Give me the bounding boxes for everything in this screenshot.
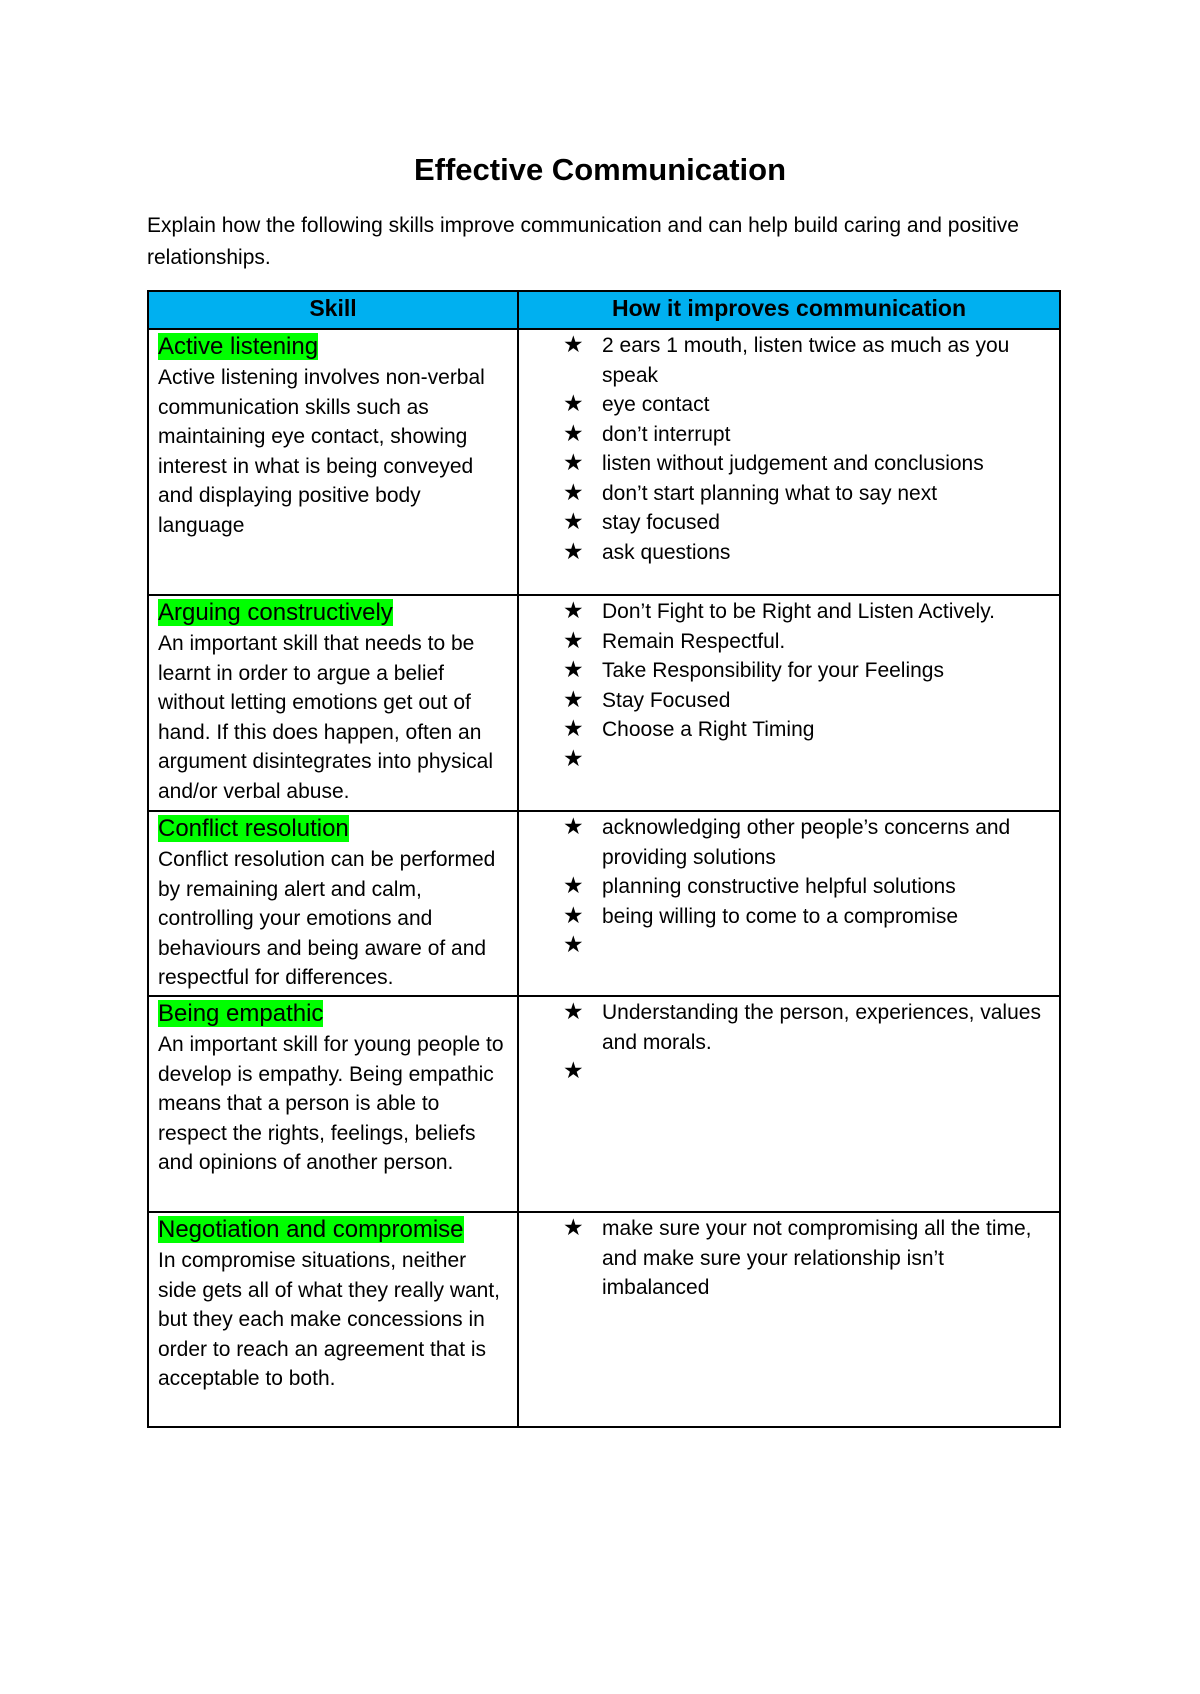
list-item: ★ eye contact (563, 390, 1047, 420)
points-list (563, 331, 1047, 567)
points-cell (518, 811, 1060, 996)
points-cell (518, 996, 1060, 1212)
header-skill: Skill (148, 291, 518, 329)
star-icon: ★ (563, 1058, 584, 1084)
skills-table (147, 290, 1061, 1428)
points-list (563, 597, 1047, 774)
star-icon: ★ (563, 999, 584, 1025)
points-list (563, 998, 1047, 1087)
star-icon: ★ (563, 509, 584, 535)
skill-cell (148, 811, 518, 996)
star-icon: ★ (563, 745, 584, 772)
star-icon: ★ (563, 479, 584, 506)
skill-cell (148, 329, 518, 595)
star-icon: ★ (563, 657, 584, 683)
points-cell (518, 1212, 1060, 1427)
skill-name-being-empathic: Being empathic (158, 1000, 324, 1027)
table-row (148, 595, 1060, 811)
points-list (563, 813, 1047, 961)
skill-name-negotiation-and-compromise: Negotiation and compromise (158, 1216, 464, 1243)
star-icon: ★ (563, 873, 584, 899)
list-item: ★ make sure your not compromising all the time, and make sure your relationship isn’t imbalanced (563, 1215, 1032, 1299)
star-icon: ★ (563, 716, 584, 742)
skill-cell (148, 996, 518, 1212)
list-item: ★ 2 ears 1 mouth, listen twice as much as you speak (563, 332, 1010, 387)
list-item: ★ Understanding the person, experiences, values and morals. (563, 999, 1041, 1054)
table-row (148, 329, 1060, 595)
points-list (563, 1214, 1047, 1303)
star-icon: ★ (563, 627, 584, 654)
star-icon: ★ (563, 814, 584, 840)
list-item: ★ acknowledging other people’s concerns and providing solutions (563, 814, 1011, 869)
star-icon: ★ (563, 902, 584, 929)
list-item: ★ ask questions (563, 538, 1047, 568)
list-item (563, 745, 1047, 775)
skill-cell (148, 595, 518, 811)
list-item: ★ Stay Focused (563, 686, 1047, 716)
list-item: ★ stay focused (563, 508, 1047, 538)
list-item: ★ Don’t Fight to be Right and Listen Actively. (563, 597, 1047, 627)
star-icon: ★ (563, 391, 584, 417)
skill-description: In compromise situations, neither side gets all of what they really want, but they each make concessions in order to reach an agreement that is acceptable to both. (158, 1249, 501, 1390)
list-item: ★ being willing to come to a compromise (563, 902, 1047, 932)
star-icon: ★ (563, 332, 584, 358)
document-title: Effective Communication (413, 152, 787, 187)
star-icon: ★ (563, 932, 584, 958)
table-header-row (148, 291, 1060, 329)
star-icon: ★ (563, 420, 584, 447)
skill-description: An important skill that needs to be learnt in order to argue a belief without letting emotions get out of hand. If this does happen, often an argument disintegrates into physical and/or verbal abuse. (158, 632, 494, 803)
list-item (563, 1057, 1047, 1087)
list-item: ★ don’t start planning what to say next (563, 479, 1047, 509)
list-item (563, 931, 1047, 961)
list-item: ★ Take Responsibility for your Feelings (563, 656, 1047, 686)
skill-description: An important skill for young people to develop is empathy. Being empathic means that a person is able to respect the rights, feelings, beliefs and opinions of another person. (158, 1033, 504, 1174)
skill-description: Conflict resolution can be performed by remaining alert and calm, controlling your emotions and behaviours and being aware of and respectful for differences. (158, 848, 496, 989)
skill-name-active-listening: Active listening (158, 333, 319, 360)
star-icon: ★ (563, 1215, 584, 1241)
table-row (148, 996, 1060, 1212)
list-item: ★ listen without judgement and conclusions (563, 449, 1047, 479)
list-item: ★ planning constructive helpful solutions (563, 872, 1047, 902)
list-item: ★ Choose a Right Timing (563, 715, 1047, 745)
table-row (148, 811, 1060, 996)
list-item: ★ Remain Respectful. (563, 627, 1047, 657)
skill-name-arguing-constructively: Arguing constructively (158, 599, 393, 626)
skill-description: Active listening involves non-verbal communication skills such as maintaining eye contact, showing interest in what is being conveyed and displaying positive body language (158, 366, 485, 537)
star-icon: ★ (563, 598, 584, 624)
header-how-it-improves: How it improves communication (518, 291, 1060, 329)
list-item: ★ don’t interrupt (563, 420, 1047, 450)
star-icon: ★ (563, 450, 584, 476)
points-cell (518, 329, 1060, 595)
intro-text: Explain how the following skills improve communication and can help build caring and positive relationships. (147, 214, 1019, 269)
skill-name-conflict-resolution: Conflict resolution (158, 815, 349, 842)
skill-cell (148, 1212, 518, 1427)
star-icon: ★ (563, 538, 584, 565)
table-row (148, 1212, 1060, 1427)
star-icon: ★ (563, 686, 584, 713)
points-cell (518, 595, 1060, 811)
